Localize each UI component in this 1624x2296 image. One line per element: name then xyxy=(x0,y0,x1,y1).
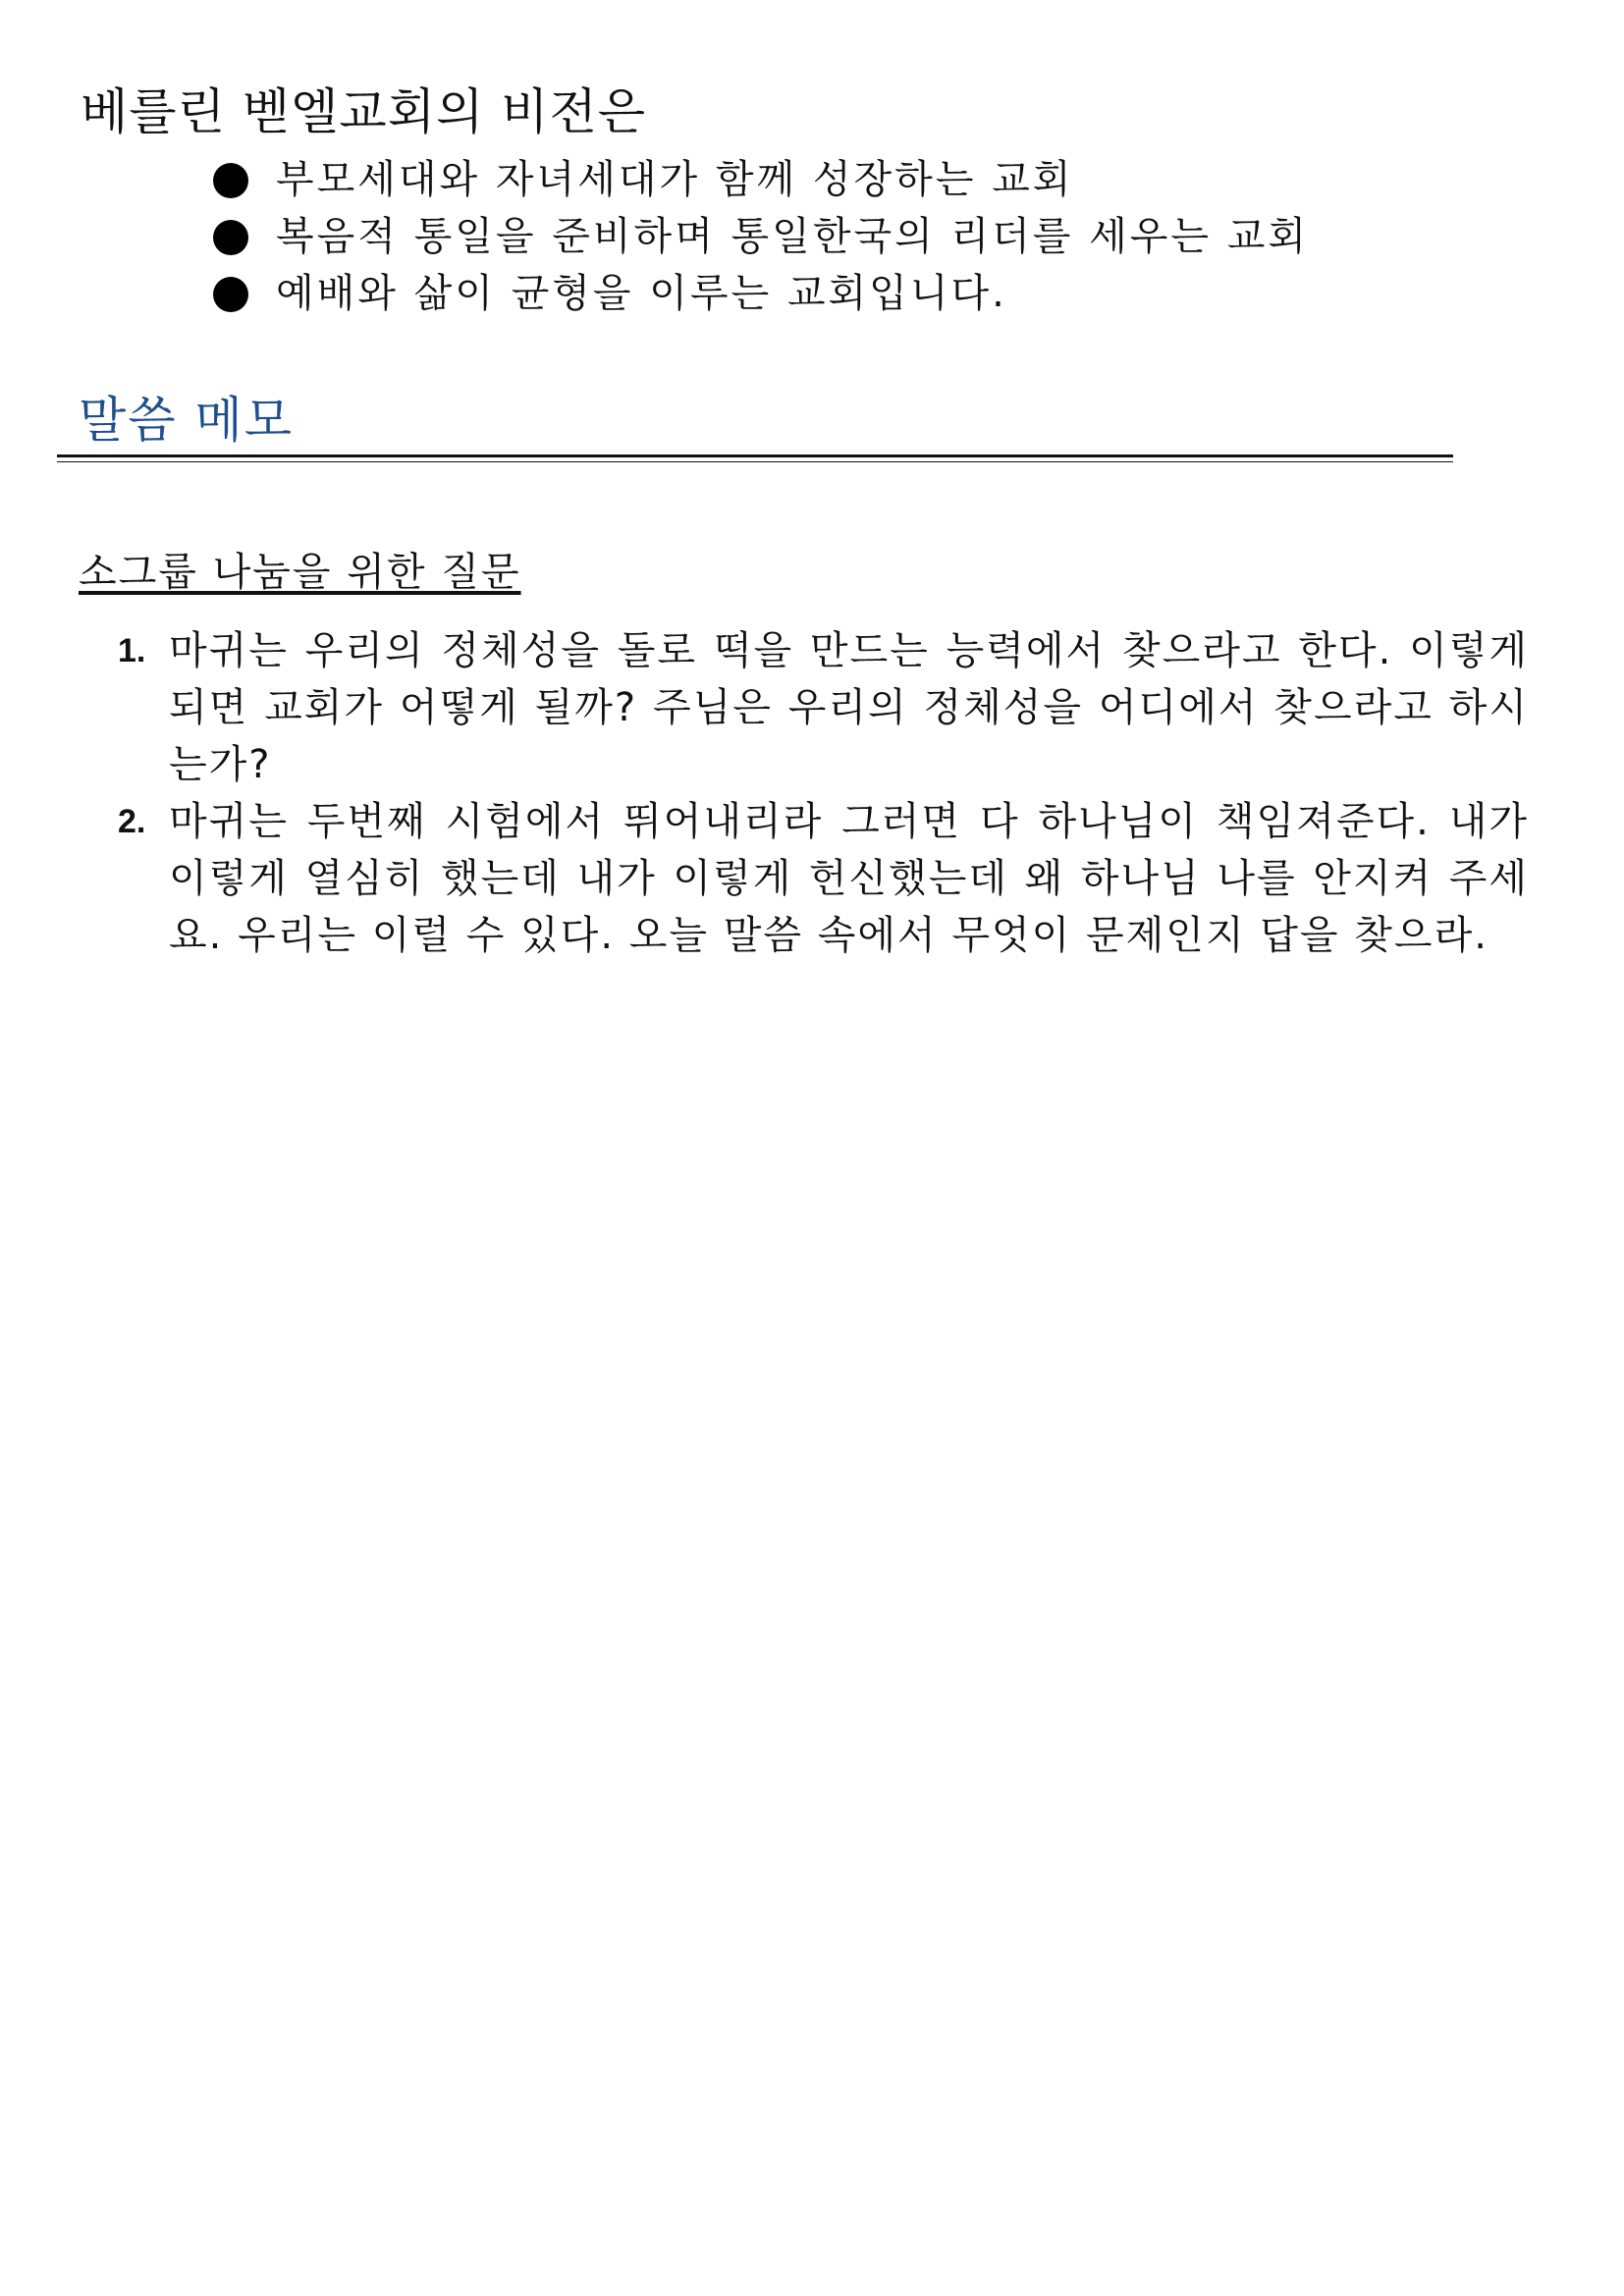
memo-divider-thin xyxy=(57,461,1453,462)
question-item xyxy=(110,793,1529,964)
bullet-icon xyxy=(213,277,248,312)
vision-title: 베를린 벧엘교회의 비전은 xyxy=(81,83,647,140)
small-group-heading: 소그룹 나눔을 위한 질문 xyxy=(79,550,521,595)
vision-list xyxy=(211,151,1309,322)
vision-item xyxy=(211,208,1309,265)
question-number: 2. xyxy=(118,803,146,840)
question-number: 1. xyxy=(118,632,146,669)
vision-item xyxy=(211,265,1309,322)
vision-item-text: 예배와 삶이 균형을 이루는 교회입니다. xyxy=(276,271,1007,316)
vision-item-text: 부모세대와 자녀세대가 함께 성장하는 교회 xyxy=(276,157,1074,202)
memo-divider xyxy=(57,454,1453,457)
question-text: 마귀는 두번째 시험에서 뛰어내리라 그러면 다 하나님이 책임져준다. 내가 이렇게 열심히 했는데 내가 이렇게 헌신했는데 왜 하나님 나를 안지켜 주세요. 우리는 이럴 수 있다. 오늘 말씀 속에서 무엇이 문제인지 답을 찾으라. xyxy=(169,799,1529,958)
bullet-icon xyxy=(213,220,248,255)
vision-item-text: 복음적 통일을 준비하며 통일한국의 리더를 세우는 교회 xyxy=(276,214,1310,259)
question-list xyxy=(110,622,1529,964)
bullet-icon xyxy=(213,163,248,198)
memo-title: 말씀 메모 xyxy=(79,392,295,449)
vision-item xyxy=(211,151,1309,208)
question-item xyxy=(110,622,1529,793)
question-text: 마귀는 우리의 정체성을 돌로 떡을 만드는 능력에서 찾으라고 한다. 이렇게 되면 교회가 어떻게 될까? 주님은 우리의 정체성을 어디에서 찾으라고 하시는가? xyxy=(169,628,1529,787)
